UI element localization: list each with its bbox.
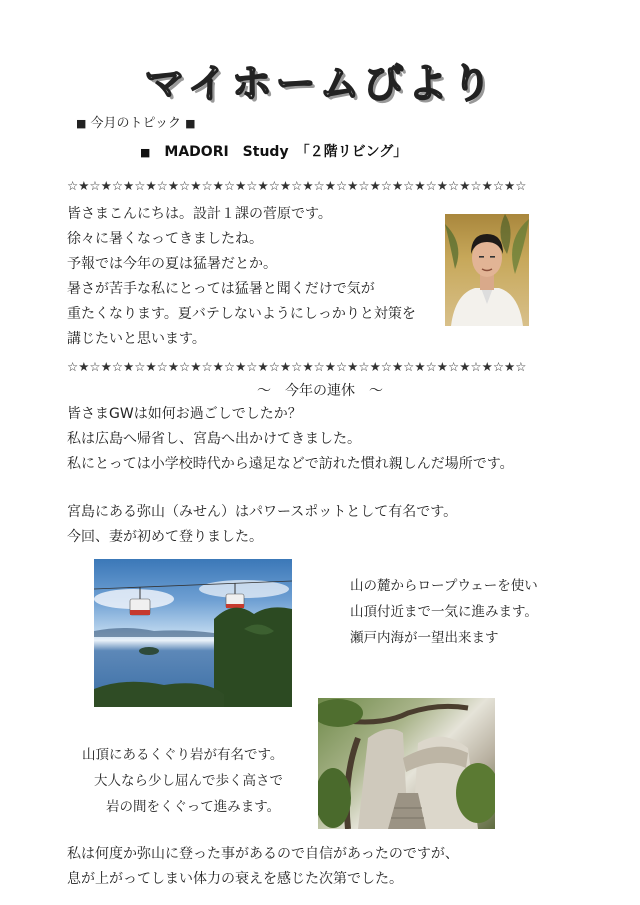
greeting-line: 講じたいと思います。: [67, 331, 206, 347]
topic-bullet-right: ■: [185, 117, 196, 130]
holiday-line: 皆さまGWは如何お過ごしでしたか？: [67, 406, 302, 422]
closing-line: 息が上がってしまい体力の衰えを感じた次第でした。: [67, 871, 403, 887]
misen-line: 今回、妻が初めて登りました。: [67, 529, 263, 545]
greeting-line: 皆さまこんにちは。設計１課の菅原です。: [67, 206, 332, 222]
ropeway-caption: [350, 573, 538, 651]
greeting-line: 重たくなります。夏バテしないようにしっかりと対策を: [67, 306, 416, 322]
caption-line: 瀬戸内海が一望出来ます: [350, 630, 499, 646]
caption-line: 山頂にあるくぐり岩が有名です。: [82, 747, 284, 763]
greeting-paragraph: [67, 202, 416, 352]
ropeway-photo: [94, 559, 292, 707]
misen-paragraph: [67, 500, 457, 550]
topic-label: 今月のトピック: [90, 116, 182, 131]
section-title: ～ 今年の連休 ～: [257, 383, 383, 399]
caption-line: 山頂付近まで一気に進みます。: [350, 604, 538, 620]
greeting-line: 暑さが苦手な私にとっては猛暑と聞くだけで気が: [67, 281, 375, 297]
holiday-line: 私は広島へ帰省し、宮島へ出かけてきました。: [67, 431, 361, 447]
greeting-line: 予報では今年の夏は猛暑だとか。: [67, 256, 277, 272]
holiday-line: 私にとっては小学校時代から遠足などで訪れた慣れ親しんだ場所です。: [67, 456, 514, 472]
kuguri-rock-photo: [318, 698, 495, 829]
study-heading: [140, 141, 407, 161]
holiday-paragraph: [67, 402, 514, 477]
caption-line: 岩の間をくぐって進みます。: [106, 799, 281, 815]
rock-caption: [82, 742, 283, 820]
star-divider: ☆★☆★☆★☆★☆★☆★☆★☆★☆★☆★☆★☆★☆★☆★☆★☆★☆★☆★☆★☆★☆: [67, 178, 527, 193]
star-divider: ☆★☆★☆★☆★☆★☆★☆★☆★☆★☆★☆★☆★☆★☆★☆★☆★☆★☆★☆★☆★☆: [67, 359, 527, 374]
topic-heading: [76, 112, 196, 131]
study-title: MADORI Study 「２階リビング」: [164, 144, 408, 160]
caption-line: 大人なら少し屈んで歩く高さで: [94, 773, 283, 789]
topic-bullet-left: ■: [76, 117, 87, 130]
closing-line: 私は何度か弥山に登った事があるので自信があったのですが、: [67, 846, 459, 862]
caption-line: 山の麓からロープウェーを使い: [350, 578, 538, 594]
closing-paragraph: [67, 842, 459, 892]
newsletter-title: マイホームびより: [144, 61, 496, 107]
misen-line: 宮島にある弥山（みせん）はパワースポットとして有名です。: [67, 504, 458, 520]
author-portrait-photo: [445, 214, 529, 326]
study-bullet: ■: [140, 146, 151, 159]
greeting-line: 徐々に暑くなってきましたね。: [67, 231, 263, 247]
